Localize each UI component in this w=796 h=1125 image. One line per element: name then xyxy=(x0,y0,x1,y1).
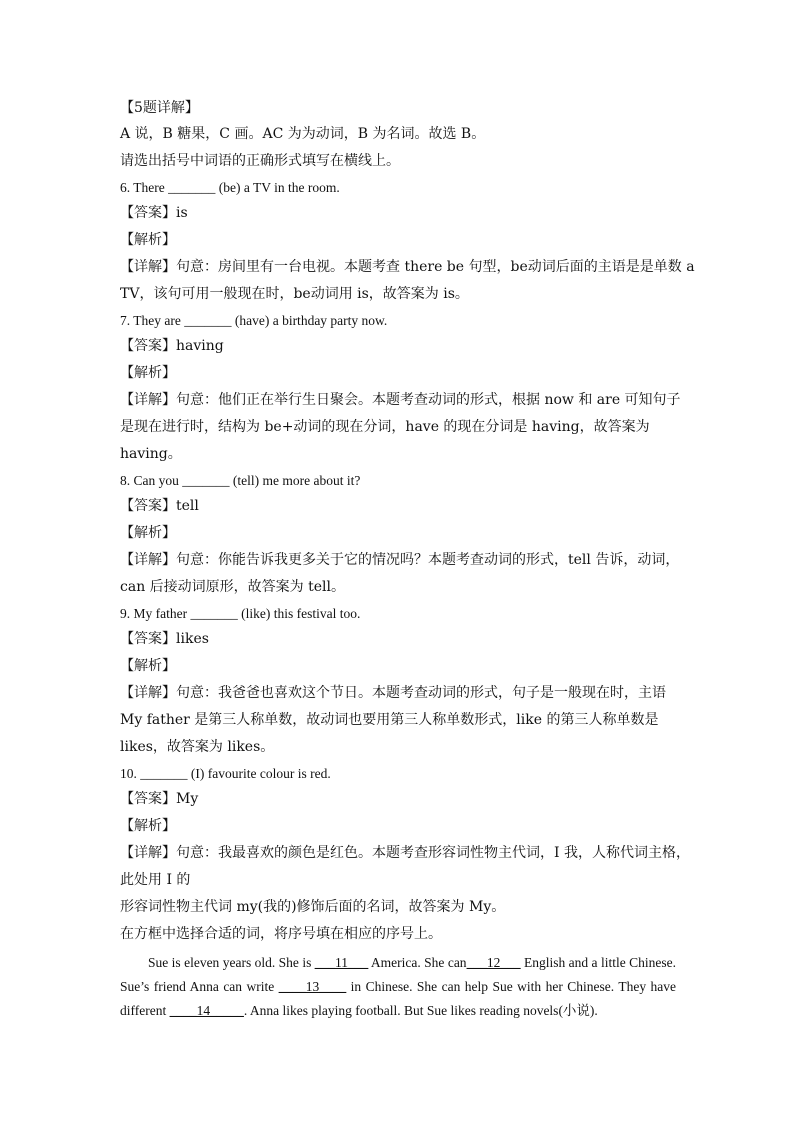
section-heading-q5: 【5题详解】 xyxy=(120,100,199,116)
answer-9: 【答案】likes xyxy=(120,631,209,647)
blank-12: ___12___ xyxy=(466,955,521,970)
detail-7-line2: 是现在进行时，结构为 be+动词的现在分词，have 的现在分词是 having，故答案为 xyxy=(120,419,650,435)
analysis-label-10: 【解析】 xyxy=(120,818,176,834)
passage-text-4: in Chinese. She can help Sue with her Chinese. They have different xyxy=(120,979,676,1018)
blank-13: ____13____ xyxy=(278,979,347,994)
detail-7-line1: 【详解】句意：他们正在举行生日聚会。本题考查动词的形式，根据 now 和 are 可知句子 xyxy=(120,392,681,408)
detail-9-line3: likes，故答案为 likes。 xyxy=(120,739,275,755)
detail-10-line1: 【详解】句意：我最喜欢的颜色是红色。本题考查形容词性物主代词，I 我，人称代词主格， xyxy=(120,845,690,861)
answer-6: 【答案】is xyxy=(120,205,188,221)
passage-text-5: . Anna likes playing football. But Sue likes reading novels(小说). xyxy=(243,1003,598,1018)
detail-6-line1: 【详解】句意：房间里有一台电视。本题考查 there be 句型，be动词后面的主语是是单数 a xyxy=(120,259,695,275)
detail-6-line2: TV，该句可用一般现在时，be动词用 is，故答案为 is。 xyxy=(120,286,469,302)
detail-9-line1: 【详解】句意：我爸爸也喜欢这个节日。本题考查动词的形式，句子是一般现在时，主语 xyxy=(120,685,666,701)
detail-7-line3: having。 xyxy=(120,446,182,462)
instruction-choose-words: 在方框中选择合适的词，将序号填在相应的序号上。 xyxy=(120,926,442,942)
blank-11: ___11___ xyxy=(314,955,369,970)
detail-9-line2: My father 是第三人称单数，故动词也要用第三人称单数形式，like 的第三人称单数是 xyxy=(120,712,659,728)
q5-explanation: A 说，B 糖果，C 画。AC 为为动词，B 为名词。故选 B。 xyxy=(120,126,486,142)
question-8: 8. Can you _______ (tell) me more about it? xyxy=(120,473,361,488)
passage-text-1: Sue is eleven years old. She is xyxy=(148,955,315,970)
answer-10: 【答案】My xyxy=(120,791,199,807)
analysis-label-9: 【解析】 xyxy=(120,658,176,674)
passage-paragraph xyxy=(120,951,676,1023)
passage-text-3: English and a little Chinese. Sue’s friend Anna can write xyxy=(120,955,676,994)
question-9: 9. My father _______ (like) this festival too. xyxy=(120,606,361,621)
analysis-label-7: 【解析】 xyxy=(120,365,176,381)
question-10: 10. _______ (I) favourite colour is red. xyxy=(120,766,331,781)
question-6: 6. There _______ (be) a TV in the room. xyxy=(120,180,340,195)
analysis-label-6: 【解析】 xyxy=(120,232,176,248)
analysis-label-8: 【解析】 xyxy=(120,525,176,541)
passage-text-2: America. She can xyxy=(368,955,467,970)
detail-10-line3: 形容词性物主代词 my(我的)修饰后面的名词，故答案为 My。 xyxy=(120,899,506,915)
question-7: 7. They are _______ (have) a birthday party now. xyxy=(120,313,388,328)
answer-7: 【答案】having xyxy=(120,338,224,354)
detail-10-line2: 此处用 I 的 xyxy=(120,872,191,888)
answer-8: 【答案】tell xyxy=(120,498,199,514)
instruction-fill-blanks: 请选出括号中词语的正确形式填写在横线上。 xyxy=(120,153,400,169)
detail-8-line2: can 后接动词原形，故答案为 tell。 xyxy=(120,579,345,595)
detail-8-line1: 【详解】句意：你能告诉我更多关于它的情况吗？本题考查动词的形式，tell 告诉，动词， xyxy=(120,552,680,568)
blank-14: ____14_____ xyxy=(169,1003,244,1018)
